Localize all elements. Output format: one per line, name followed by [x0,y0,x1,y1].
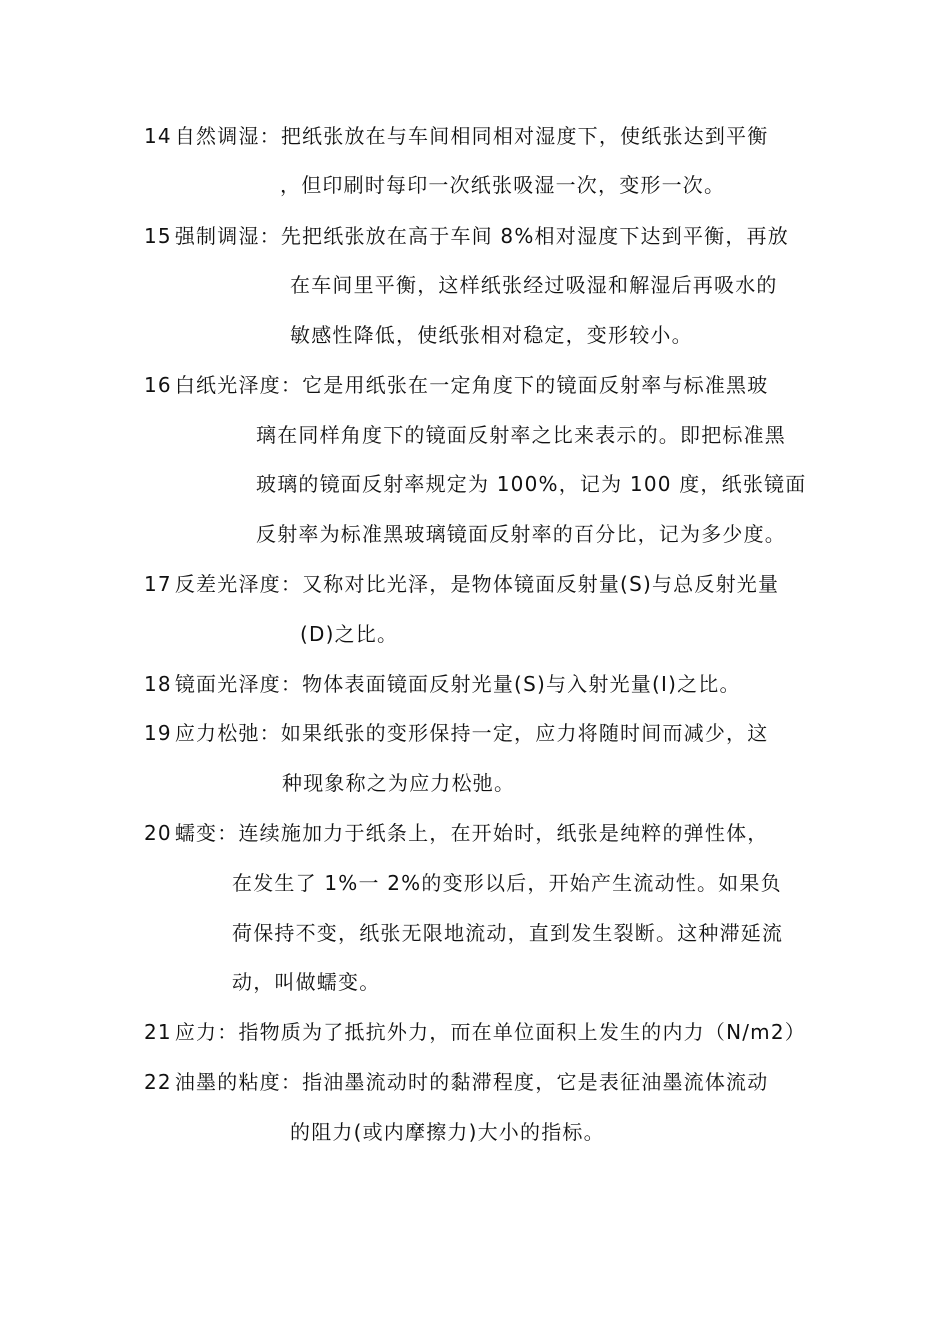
entry-20-continuation: 在发生了 1%一 2%的变形以后，开始产生流动性。如果负 [232,871,782,895]
entry-text: 如果纸张的变形保持一定，应力将随时间而减少，这 [280,721,769,745]
entry-term: 自然调湿： [174,124,281,148]
entry-number: 19 [144,721,172,745]
entry-number: 15 [144,224,172,248]
entry-19-first-line [144,719,768,747]
entry-16-first-line [144,371,768,399]
entry-17-first-line [144,570,779,598]
entry-number: 20 [144,821,172,845]
entry-number: 18 [144,672,172,696]
entry-20-continuation: 荷保持不变，纸张无限地流动，直到发生裂断。这种滞延流 [232,921,784,945]
entry-17-continuation: (D)之比。 [300,622,399,646]
entry-16-continuation: 璃在同样角度下的镜面反射率之比来表示的。即把标准黑 [256,423,786,447]
entry-15-continuation: 在车间里平衡，这样纸张经过吸湿和解湿后再吸水的 [290,273,778,297]
entry-text: 把纸张放在与车间相同相对湿度下，使纸张达到平衡 [280,124,769,148]
entry-20-first-line [144,819,768,847]
entry-text: 又称对比光泽，是物体镜面反射量(S)与总反射光量 [302,572,780,596]
entry-term: 应力： [174,1020,239,1044]
entry-16-continuation: 玻璃的镜面反射率规定为 100%，记为 100 度，纸张镜面 [256,472,807,496]
entry-21-first-line [144,1018,806,1046]
entry-19-continuation: 种现象称之为应力松弛。 [282,771,516,795]
entry-term: 应力松弛： [174,721,281,745]
entry-text: 指物质为了抵抗外力，而在单位面积上发生的内力（N/m2） [238,1020,806,1044]
entry-term: 蠕变： [174,821,239,845]
entry-22-continuation: 的阻力(或内摩擦力)大小的指标。 [290,1120,605,1144]
entry-14-first-line [144,122,768,150]
entry-text: 先把纸张放在高于车间 8%相对湿度下达到平衡，再放 [280,224,789,248]
entry-15-continuation: 敏感性降低，使纸张相对稳定，变形较小。 [290,323,693,347]
entry-18-first-line [144,670,741,698]
entry-20-continuation: 动，叫做蠕变。 [232,970,381,994]
entry-15-first-line [144,222,789,250]
entry-number: 22 [144,1070,172,1094]
entry-term: 油墨的粘度： [174,1070,303,1094]
entry-term: 镜面光泽度： [174,672,303,696]
entry-number: 17 [144,572,172,596]
entry-term: 白纸光泽度： [174,373,303,397]
entry-number: 21 [144,1020,172,1044]
entry-text: 指油墨流动时的黏滞程度，它是表征油墨流体流动 [302,1070,769,1094]
entry-number: 14 [144,124,172,148]
entry-16-continuation: 反射率为标准黑玻璃镜面反射率的百分比，记为多少度。 [256,522,786,546]
entry-text: 物体表面镜面反射光量(S)与入射光量(I)之比。 [302,672,741,696]
entry-text: 它是用纸张在一定角度下的镜面反射率与标准黑玻 [302,373,769,397]
entry-term: 反差光泽度： [174,572,303,596]
entry-14-continuation: ，但印刷时每印一次纸张吸湿一次，变形一次。 [280,173,726,197]
entry-number: 16 [144,373,172,397]
entry-22-first-line [144,1068,768,1096]
entry-term: 强制调湿： [174,224,281,248]
entry-text: 连续施加力于纸条上，在开始时，纸张是纯粹的弹性体， [238,821,769,845]
